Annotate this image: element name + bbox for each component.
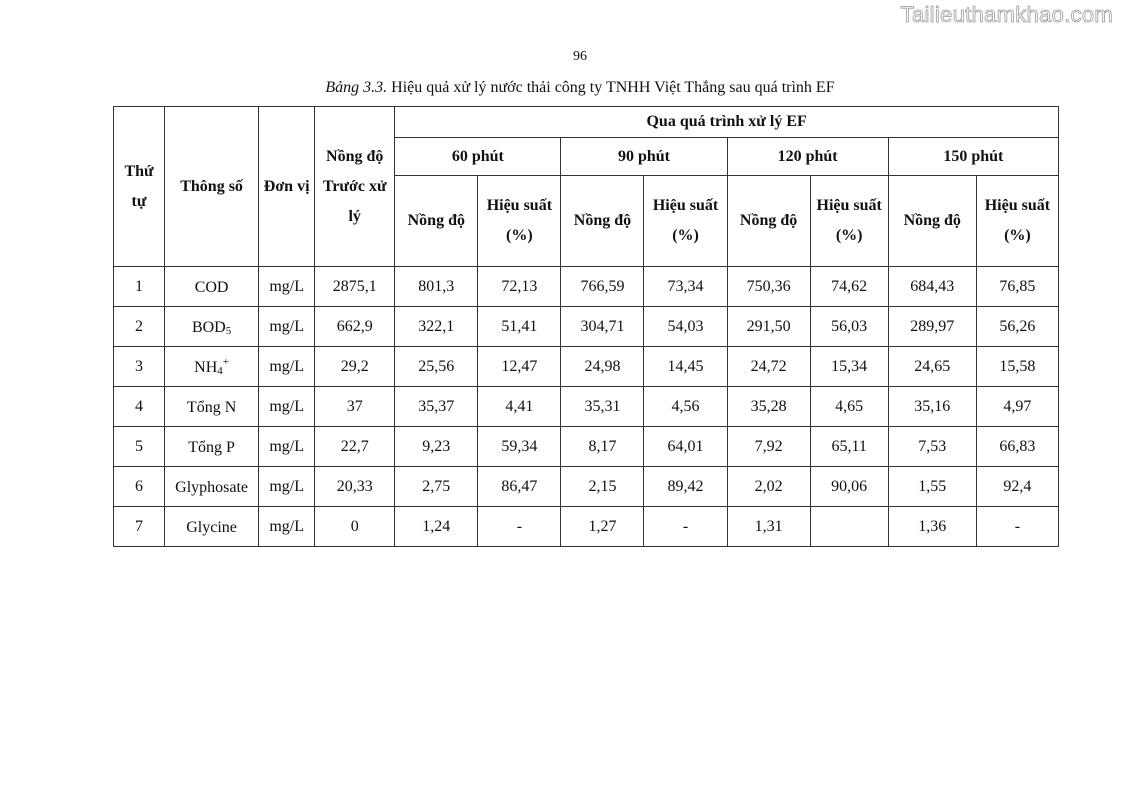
cell-value: 1,24 <box>395 507 478 547</box>
cell-value: 35,16 <box>888 387 976 427</box>
cell-stt: 1 <box>114 267 165 307</box>
cell-value: 4,65 <box>810 387 888 427</box>
cell-unit: mg/L <box>259 267 315 307</box>
cell-param <box>165 387 259 427</box>
cell-value: 14,45 <box>644 347 727 387</box>
cell-initial: 22,7 <box>315 427 395 467</box>
table-row <box>114 387 1059 427</box>
cell-value: 51,41 <box>478 307 561 347</box>
table-row <box>114 427 1059 467</box>
cell-value: 684,43 <box>888 267 976 307</box>
cell-initial: 662,9 <box>315 307 395 347</box>
cell-value: 9,23 <box>395 427 478 467</box>
param-name: COD <box>194 279 229 296</box>
cell-value: 1,55 <box>888 467 976 507</box>
param-subscript: 4 <box>217 365 223 377</box>
cell-value: 56,26 <box>976 307 1058 347</box>
cell-initial: 2875,1 <box>315 267 395 307</box>
cell-value: 12,47 <box>478 347 561 387</box>
cell-initial: 29,2 <box>315 347 395 387</box>
cell-stt: 2 <box>114 307 165 347</box>
cell-value: 2,02 <box>727 467 810 507</box>
param-name: Glyphosate <box>175 479 249 496</box>
cell-param <box>165 427 259 467</box>
cell-value: 59,34 <box>478 427 561 467</box>
cell-value: 322,1 <box>395 307 478 347</box>
cell-value: 1,31 <box>727 507 810 547</box>
cell-param <box>165 467 259 507</box>
cell-value: - <box>644 507 727 547</box>
table-row <box>114 347 1059 387</box>
cell-initial: 37 <box>315 387 395 427</box>
param-subscript: 5 <box>225 325 232 337</box>
cell-value: 92,4 <box>976 467 1058 507</box>
cell-value: 766,59 <box>561 267 644 307</box>
param-name: BOD <box>191 319 226 336</box>
header-concentration: Nồng độ <box>727 176 810 267</box>
header-time: 150 phút <box>888 138 1058 176</box>
param-superscript: + <box>222 356 229 368</box>
cell-value: 7,92 <box>727 427 810 467</box>
cell-value: 56,03 <box>810 307 888 347</box>
caption-lead: Bảng 3.3. <box>325 79 388 96</box>
header-unit: Đơn vị <box>259 107 315 267</box>
cell-value: 64,01 <box>644 427 727 467</box>
cell-value: 24,98 <box>561 347 644 387</box>
cell-value: 73,34 <box>644 267 727 307</box>
cell-unit: mg/L <box>259 307 315 347</box>
cell-value: 35,31 <box>561 387 644 427</box>
header-time: 90 phút <box>561 138 727 176</box>
cell-unit: mg/L <box>259 347 315 387</box>
cell-param <box>165 347 259 387</box>
cell-value: 15,58 <box>976 347 1058 387</box>
header-efficiency: Hiệu suất (%) <box>810 176 888 267</box>
results-table <box>113 106 1059 547</box>
cell-param <box>165 307 259 347</box>
cell-value <box>810 507 888 547</box>
cell-stt: 7 <box>114 507 165 547</box>
cell-value: 1,27 <box>561 507 644 547</box>
header-efficiency: Hiệu suất (%) <box>976 176 1058 267</box>
cell-value: 35,37 <box>395 387 478 427</box>
cell-value: 291,50 <box>727 307 810 347</box>
cell-value: 72,13 <box>478 267 561 307</box>
cell-stt: 6 <box>114 467 165 507</box>
cell-value: - <box>478 507 561 547</box>
cell-value: 2,75 <box>395 467 478 507</box>
cell-unit: mg/L <box>259 467 315 507</box>
cell-value: 7,53 <box>888 427 976 467</box>
cell-value: 4,56 <box>644 387 727 427</box>
cell-stt: 4 <box>114 387 165 427</box>
caption-text: Hiệu quả xử lý nước thải công ty TNHH Việt Thắng sau quá trình EF <box>387 79 835 96</box>
header-param: Thông số <box>165 107 259 267</box>
cell-value: 66,83 <box>976 427 1058 467</box>
cell-initial: 0 <box>315 507 395 547</box>
cell-initial: 20,33 <box>315 467 395 507</box>
cell-value: 35,28 <box>727 387 810 427</box>
cell-stt: 5 <box>114 427 165 467</box>
header-time: 60 phút <box>395 138 561 176</box>
table-row <box>114 307 1059 347</box>
cell-value: 750,36 <box>727 267 810 307</box>
table-row <box>114 467 1059 507</box>
cell-unit: mg/L <box>259 427 315 467</box>
header-initial: Nồng độ Trước xử lý <box>315 107 395 267</box>
cell-value: 1,36 <box>888 507 976 547</box>
cell-value: 90,06 <box>810 467 888 507</box>
table-caption <box>0 79 1123 97</box>
param-name: Tổng P <box>188 439 235 456</box>
header-concentration: Nồng độ <box>888 176 976 267</box>
page-number: 96 <box>573 49 587 64</box>
header-stt: Thứ tự <box>114 107 165 267</box>
header-efficiency: Hiệu suất (%) <box>644 176 727 267</box>
header-concentration: Nồng độ <box>395 176 478 267</box>
cell-value: 2,15 <box>561 467 644 507</box>
header-time: 120 phút <box>727 138 888 176</box>
table-row <box>114 507 1059 547</box>
cell-value: 8,17 <box>561 427 644 467</box>
cell-value: 76,85 <box>976 267 1058 307</box>
cell-unit: mg/L <box>259 507 315 547</box>
cell-value: 74,62 <box>810 267 888 307</box>
param-name: Glycine <box>186 519 237 536</box>
cell-param <box>165 507 259 547</box>
cell-value: 89,42 <box>644 467 727 507</box>
header-process: Qua quá trình xử lý EF <box>395 107 1059 138</box>
cell-value: 24,72 <box>727 347 810 387</box>
watermark: Tailieuthamkhao.com <box>900 2 1113 27</box>
cell-value: 801,3 <box>395 267 478 307</box>
cell-value: 25,56 <box>395 347 478 387</box>
cell-value: 304,71 <box>561 307 644 347</box>
cell-value: 4,41 <box>478 387 561 427</box>
cell-value: 4,97 <box>976 387 1058 427</box>
cell-value: 15,34 <box>810 347 888 387</box>
cell-unit: mg/L <box>259 387 315 427</box>
header-concentration: Nồng độ <box>561 176 644 267</box>
cell-value: 54,03 <box>644 307 727 347</box>
header-efficiency: Hiệu suất (%) <box>478 176 561 267</box>
table-row <box>114 267 1059 307</box>
cell-value: 24,65 <box>888 347 976 387</box>
cell-value: 289,97 <box>888 307 976 347</box>
cell-param <box>165 267 259 307</box>
param-name: Tổng N <box>186 399 237 416</box>
cell-value: - <box>976 507 1058 547</box>
cell-value: 65,11 <box>810 427 888 467</box>
cell-value: 86,47 <box>478 467 561 507</box>
cell-stt: 3 <box>114 347 165 387</box>
param-name: NH <box>194 359 218 376</box>
